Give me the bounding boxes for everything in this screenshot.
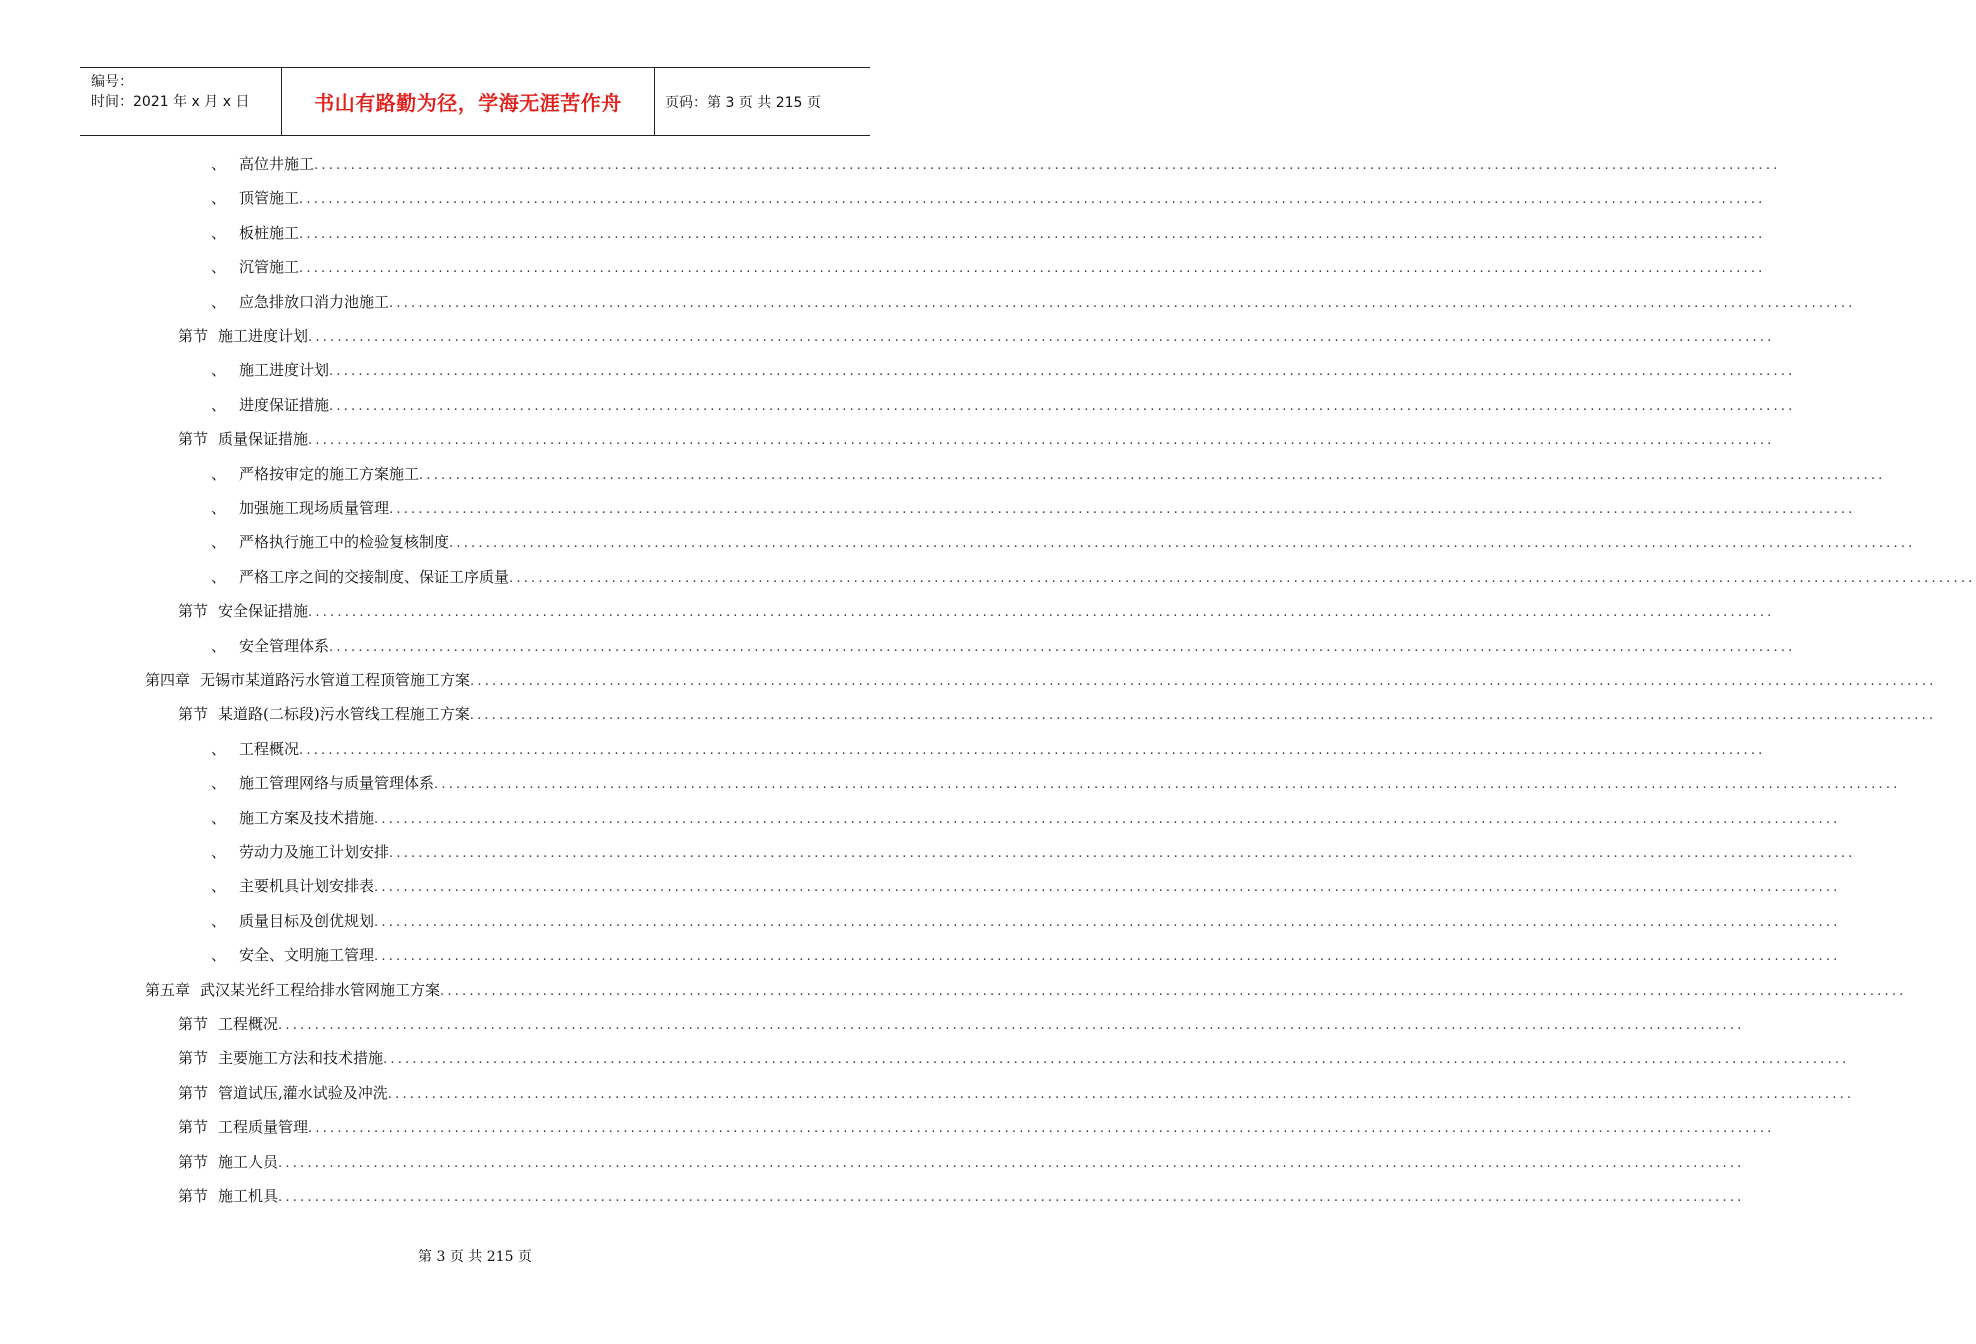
toc-entry[interactable] (178, 1150, 1745, 1174)
toc-entry-number: 第节 (178, 1049, 209, 1067)
toc-dot-leader: ........................................................................................................................................................................................................ (509, 571, 1976, 586)
toc-entry[interactable] (178, 427, 1775, 451)
toc-dot-leader: ........................................................................................................................................................................................................ (329, 399, 1796, 414)
toc-entry[interactable] (178, 1184, 1745, 1208)
toc-entry-title: 质量目标及创优规划 (239, 912, 375, 930)
toc-dot-leader: ........................................................................................................................................................................................................ (469, 708, 1937, 723)
toc-entry[interactable] (211, 152, 1781, 176)
toc-entry-title: 安全保证措施 (218, 602, 309, 620)
toc-entry-number: 、 (211, 912, 227, 930)
toc-entry-title: 工程概况 (218, 1015, 279, 1033)
header-page-number: 页码：第 3 页 共 215 页 (665, 94, 821, 111)
toc-dot-leader: ........................................................................................................................................................................................................ (308, 1121, 1775, 1136)
toc-entry-number: 、 (211, 293, 227, 311)
toc-entry[interactable] (211, 874, 1841, 898)
toc-dot-leader: ........................................................................................................................................................................................................ (389, 846, 1856, 861)
toc-dot-leader: ........................................................................................................................................................................................................ (389, 502, 1856, 517)
toc-entry-title: 严格工序之间的交接制度、保证工序质量 (239, 568, 510, 586)
toc-entry-number: 、 (211, 465, 227, 483)
toc-entry-number: 、 (211, 258, 227, 276)
toc-entry-number: 第节 (178, 1118, 209, 1136)
toc-entry-title: 进度保证措施 (239, 396, 330, 414)
toc-entry-title: 安全、文明施工管理 (239, 946, 375, 964)
toc-entry[interactable] (178, 324, 1775, 348)
toc-entry-number: 、 (211, 224, 227, 242)
toc-entry-title: 主要机具计划安排表 (239, 877, 375, 895)
toc-entry-number: 第节 (178, 1187, 209, 1205)
toc-dot-leader: ........................................................................................................................................................................................................ (470, 674, 1937, 689)
toc-entry[interactable] (211, 909, 1841, 933)
toc-entry-number: 第五章 (145, 981, 191, 999)
toc-entry[interactable] (178, 702, 1937, 726)
toc-entry-title: 主要施工方法和技术措施 (218, 1049, 384, 1067)
toc-entry-number: 、 (211, 637, 227, 655)
header-motto (282, 68, 655, 135)
toc-entry[interactable] (211, 221, 1766, 245)
toc-entry-number: 、 (211, 877, 227, 895)
toc-dot-leader: ........................................................................................................................................................................................................ (329, 364, 1796, 379)
toc-entry-number: 、 (211, 189, 227, 207)
toc-entry[interactable] (178, 1046, 1850, 1070)
toc-entry-title: 施工进度计划 (218, 327, 309, 345)
toc-entry-title: 沉管施工 (239, 258, 300, 276)
toc-dot-leader: ........................................................................................................................................................................................................ (299, 743, 1766, 758)
toc-entry[interactable] (211, 565, 1976, 589)
motto-text: 书山有路勤为径，学海无涯苦作舟 (314, 91, 622, 115)
toc-entry[interactable] (211, 393, 1796, 417)
header-page-info (655, 68, 870, 135)
toc-entry-title: 施工管理网络与质量管理体系 (239, 774, 435, 792)
toc-entry-number: 、 (211, 740, 227, 758)
toc-entry-title: 工程概况 (239, 740, 300, 758)
toc-dot-leader: ........................................................................................................................................................................................................ (308, 433, 1775, 448)
toc-entry-title: 劳动力及施工计划安排 (239, 843, 390, 861)
toc-entry-title: 施工机具 (218, 1187, 279, 1205)
toc-entry[interactable] (211, 943, 1841, 967)
toc-entry-title: 安全管理体系 (239, 637, 330, 655)
toc-entry-number: 第节 (178, 430, 209, 448)
toc-entry-title: 严格执行施工中的检验复核制度 (239, 533, 450, 551)
toc-entry-number: 、 (211, 396, 227, 414)
toc-entry-number: 第四章 (145, 671, 191, 689)
toc-dot-leader: ........................................................................................................................................................................................................ (329, 640, 1796, 655)
toc-dot-leader: ........................................................................................................................................................................................................ (278, 1190, 1745, 1205)
toc-entry-number: 、 (211, 843, 227, 861)
toc-dot-leader: ........................................................................................................................................................................................................ (308, 330, 1775, 345)
toc-entry[interactable] (145, 668, 1937, 692)
page-footer (0, 1246, 950, 1266)
toc-entry-title: 管道试压,灌水试验及冲洗 (218, 1084, 388, 1102)
toc-entry[interactable] (178, 1115, 1775, 1139)
toc-dot-leader: ........................................................................................................................................................................................................ (389, 296, 1856, 311)
toc-entry[interactable] (145, 978, 1907, 1002)
footer-page-number: 第 3 页 共 215 页 (418, 1249, 532, 1265)
toc-dot-leader: ........................................................................................................................................................................................................ (374, 949, 1841, 964)
toc-dot-leader: ........................................................................................................................................................................................................ (440, 984, 1907, 999)
toc-entry-title: 工程质量管理 (218, 1118, 309, 1136)
toc-dot-leader: ........................................................................................................................................................................................................ (387, 1087, 1855, 1102)
toc-entry-number: 第节 (178, 1153, 209, 1171)
toc-entry-title: 施工人员 (218, 1153, 279, 1171)
toc-entry[interactable] (211, 462, 1886, 486)
toc-entry[interactable] (211, 290, 1856, 314)
toc-entry-title: 高位井施工 (239, 155, 315, 173)
toc-entry[interactable] (211, 634, 1796, 658)
toc-entry-number: 第节 (178, 327, 209, 345)
toc-entry[interactable] (178, 599, 1775, 623)
toc-entry-title: 质量保证措施 (218, 430, 309, 448)
toc-entry-title: 施工方案及技术措施 (239, 809, 375, 827)
toc-entry-title: 施工进度计划 (239, 361, 330, 379)
toc-entry-number: 、 (211, 774, 227, 792)
document-number-label: 编号： (91, 74, 133, 90)
toc-entry[interactable] (178, 1012, 1745, 1036)
toc-dot-leader: ........................................................................................................................................................................................................ (419, 468, 1886, 483)
toc-entry-number: 、 (211, 533, 227, 551)
toc-entry-number: 第节 (178, 602, 209, 620)
toc-entry[interactable] (211, 496, 1856, 520)
toc-entry-title: 严格按审定的施工方案施工 (239, 465, 420, 483)
toc-entry-number: 、 (211, 155, 227, 173)
toc-dot-leader: ........................................................................................................................................................................................................ (374, 915, 1841, 930)
toc-dot-leader: ........................................................................................................................................................................................................ (383, 1052, 1850, 1067)
toc-dot-leader: ........................................................................................................................................................................................................ (278, 1018, 1745, 1033)
toc-entry[interactable] (211, 840, 1856, 864)
toc-entry[interactable] (211, 530, 1916, 554)
toc-entry-title: 顶管施工 (239, 189, 300, 207)
toc-entry-title: 应急排放口消力池施工 (239, 293, 390, 311)
toc-entry-title: 板桩施工 (239, 224, 300, 242)
toc-entry-title: 武汉某光纤工程给排水管网施工方案 (200, 981, 441, 999)
document-date-label: 时间：2021 年 x 月 x 日 (91, 94, 250, 110)
toc-entry-number: 第节 (178, 1015, 209, 1033)
header-meta (80, 68, 282, 135)
toc-dot-leader: ........................................................................................................................................................................................................ (299, 227, 1766, 242)
toc-entry-number: 、 (211, 568, 227, 586)
toc-entry-number: 、 (211, 361, 227, 379)
toc-entry[interactable] (211, 255, 1766, 279)
toc-entry-title: 无锡市某道路污水管道工程顶管施工方案 (200, 671, 471, 689)
toc-dot-leader: ........................................................................................................................................................................................................ (374, 812, 1841, 827)
toc-entry[interactable] (211, 186, 1766, 210)
toc-dot-leader: ........................................................................................................................................................................................................ (278, 1156, 1745, 1171)
toc-dot-leader: ........................................................................................................................................................................................................ (374, 880, 1841, 895)
toc-entry-number: 、 (211, 499, 227, 517)
toc-dot-leader: ........................................................................................................................................................................................................ (299, 261, 1766, 276)
toc-dot-leader: ........................................................................................................................................................................................................ (308, 605, 1775, 620)
toc-dot-leader: ........................................................................................................................................................................................................ (449, 536, 1916, 551)
toc-entry-number: 第节 (178, 705, 209, 723)
toc-entry-title: 某道路(二标段)污水管线工程施工方案 (218, 705, 470, 723)
toc-entry-number: 第节 (178, 1084, 209, 1102)
toc-entry[interactable] (211, 358, 1796, 382)
page-header (80, 67, 870, 136)
toc-dot-leader: ........................................................................................................................................................................................................ (314, 158, 1781, 173)
toc-entry[interactable] (211, 737, 1766, 761)
toc-dot-leader: ........................................................................................................................................................................................................ (299, 192, 1766, 207)
toc-entry[interactable] (211, 806, 1841, 830)
toc-dot-leader: ........................................................................................................................................................................................................ (434, 777, 1901, 792)
toc-entry[interactable] (178, 1081, 1855, 1105)
toc-entry[interactable] (211, 771, 1901, 795)
toc-entry-title: 加强施工现场质量管理 (239, 499, 390, 517)
toc-entry-number: 、 (211, 809, 227, 827)
toc-entry-number: 、 (211, 946, 227, 964)
